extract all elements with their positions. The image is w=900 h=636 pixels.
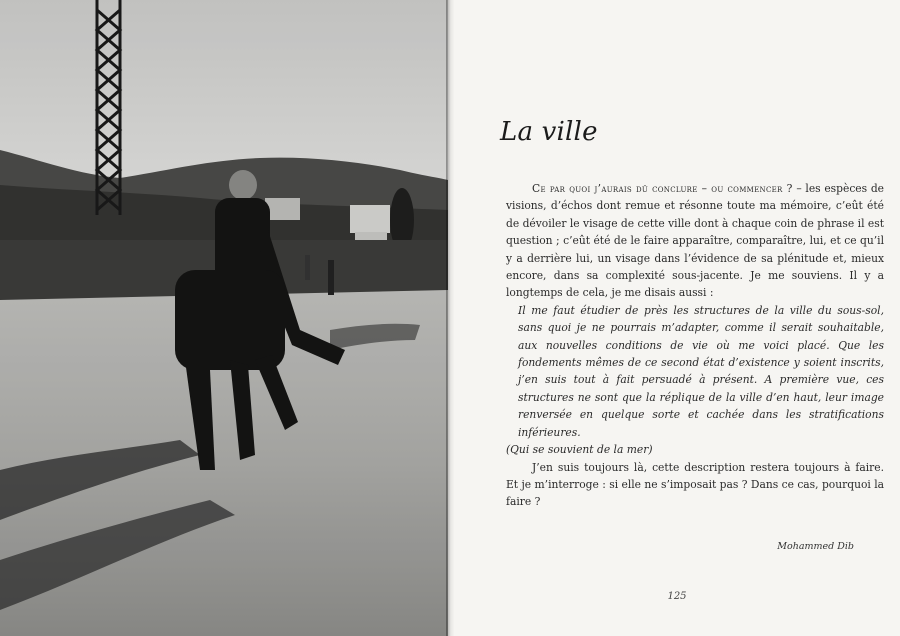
body-text [506, 180, 884, 511]
page-number: 125 [667, 591, 687, 602]
intro-smallcaps: Ce par quoi j’aurais dû conclure – ou commencer ? [532, 182, 793, 195]
closing-paragraph: J’en suis toujours là, cette description restera toujours à faire. Et je m’interroge : si elle ne s’imposait pas ? Dans ce cas, pourquoi la faire ? [506, 460, 884, 509]
photograph-left-page [0, 0, 448, 636]
book-gutter [446, 0, 454, 636]
chapter-title: La ville [500, 117, 598, 147]
quoted-passage: Il me faut étudier de près les structures de la ville du sous-sol, sans quoi je ne pourrais m’adapter, comme il serait souhaitable, aux nouvelles conditions de vie où me voici placé. Que les fondements mêmes de ce second état d’existence y soient inscrits, j’en suis tout à fait persuadé à présent. A première vue, ces structures ne sont que la réplique de la ville d’en haut, leur image renversée en quelque sorte et cachée dans les stratifications inférieures. [518, 303, 884, 439]
author-name: Mohammed Dib [777, 541, 854, 552]
intro-paragraph [506, 180, 884, 302]
intro-rest: – les espèces de visions, d’échos dont remue et résonne toute ma mémoire, c’eût été de dévoiler le visage de cette ville dont à chaque coin de phrase il est question ; c’eût été de le faire apparaître, comparaître, lui, et ce qu’il y a derrière lui, un visage dans l’évidence de sa plénitude et, mieux encore, dans sa complexité sous-jacente. Je me souviens. Il y a longtemps de cela, je me disais aussi : [506, 182, 884, 300]
photograph-icon [0, 0, 448, 636]
quote-source: (Qui se souvient de la mer) [506, 443, 653, 457]
text-page [454, 0, 900, 636]
